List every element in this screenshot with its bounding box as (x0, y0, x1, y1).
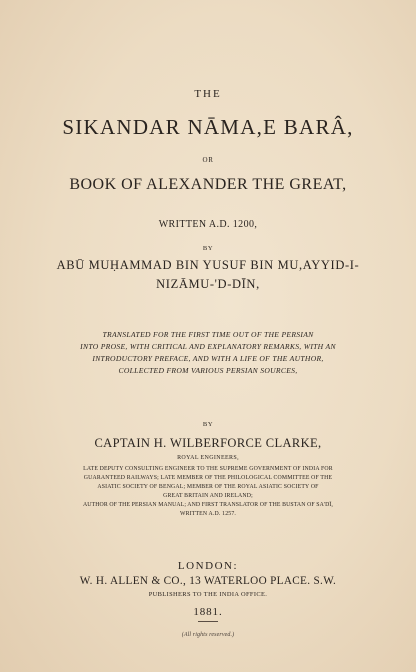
translated-line-3: INTRODUCTORY PREFACE, AND WITH A LIFE OF THE AUTHOR, (92, 354, 324, 363)
royal-engineers: ROYAL ENGINEERS, (177, 455, 239, 461)
written-date: WRITTEN A.D. 1200, (158, 219, 258, 230)
publisher: W. H. ALLEN & CO., 13 WATERLOO PLACE. S.W. (79, 575, 337, 587)
translated-line-2: INTO PROSE, WITH CRITICAL AND EXPLANATORY REMARKS, WITH AN (80, 342, 336, 351)
publishers-note: PUBLISHERS TO THE INDIA OFFICE. (148, 591, 268, 598)
translated-line-1: TRANSLATED FOR THE FIRST TIME OUT OF THE PERSIAN (102, 330, 314, 339)
main-title: SIKANDAR NĀMA,E BARÂ, (62, 115, 354, 139)
credentials-line-4: GREAT BRITAIN AND IRELAND; (163, 493, 253, 499)
credentials-line-2: GUARANTEED RAILWAYS; LATE MEMBER OF THE PHILOLOGICAL COMMITTEE OF THE (83, 475, 333, 481)
author-line-1: ABŪ MUḤAMMAD BIN YUSUF BIN MU,AYYID-I- (56, 258, 360, 272)
rights-reserved: (All rights reserved.) (181, 632, 235, 638)
by-label-1: BY (202, 245, 214, 252)
by-label-2: BY (202, 421, 214, 428)
or-label: OR (202, 156, 214, 164)
translated-line-4: COLLECTED FROM VARIOUS PERSIAN SOURCES, (118, 366, 298, 375)
credentials-line-6: WRITTEN A.D. 1257. (179, 511, 237, 517)
credentials-line-1: LATE DEPUTY CONSULTING ENGINEER TO THE SUPREME GOVERNMENT OF INDIA FOR (83, 466, 333, 472)
publication-city: LONDON: (177, 560, 239, 572)
author-line-2: NIZĀMU-'D-DĪN, (156, 277, 260, 291)
subtitle: BOOK OF ALEXANDER THE GREAT, (69, 176, 347, 193)
the-label: THE (194, 88, 222, 100)
translator-name: CAPTAIN H. WILBERFORCE CLARKE, (94, 436, 322, 450)
year-underline (198, 621, 218, 622)
credentials-line-5: AUTHOR OF THE PERSIAN MANUAL; AND FIRST TRANSLATOR OF THE BUSTAN OF SA'DĪ, (82, 502, 334, 508)
publication-year: 1881. (193, 606, 223, 618)
credentials-line-3: ASIATIC SOCIETY OF BENGAL; MEMBER OF THE ROYAL ASIATIC SOCIETY OF (97, 484, 319, 490)
